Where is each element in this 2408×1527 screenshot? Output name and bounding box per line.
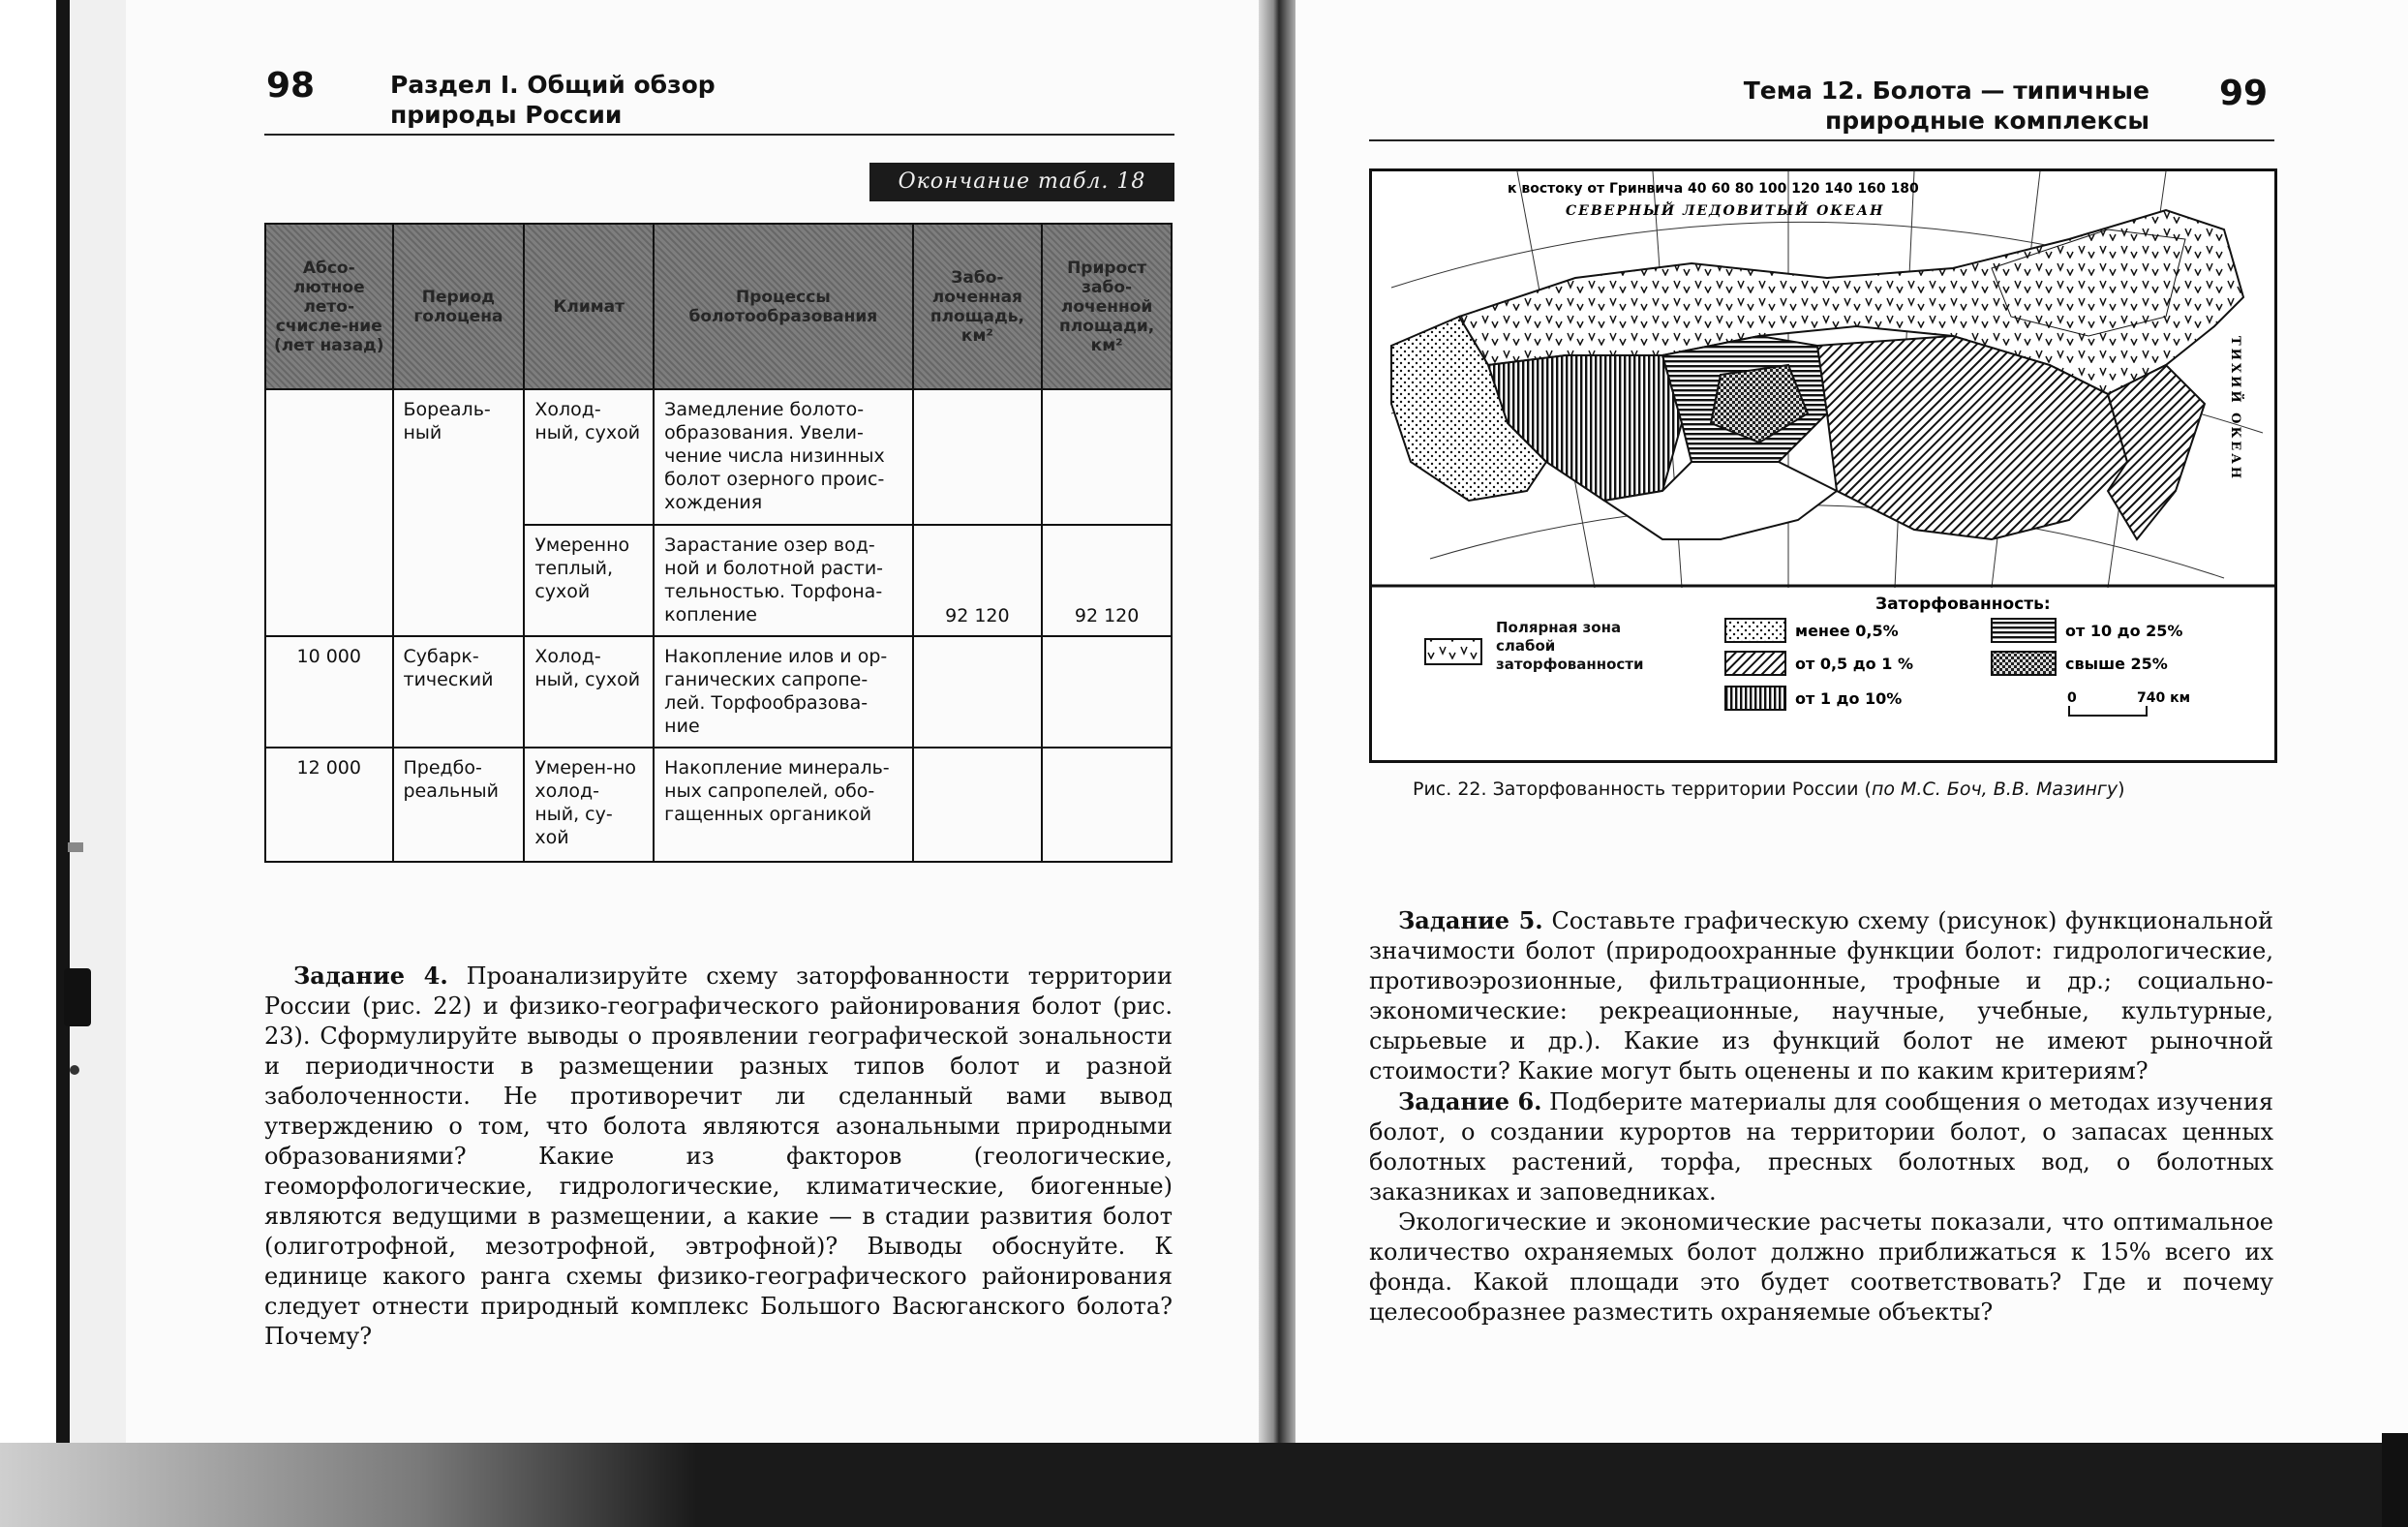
table-cell-period: Субарк-тический <box>393 636 525 748</box>
scan-page-edge <box>70 0 128 1443</box>
table-cell-age: 12 000 <box>265 748 393 862</box>
task-4-paragraph <box>264 961 1173 1352</box>
legend-title: Заторфованность: <box>1875 595 2051 614</box>
peat-map <box>1372 171 2274 760</box>
task-5-text: Составьте графическую схему (рисунок) функциональной значимости болот (природоохранные функции болот: гидрологические, противоэрозионные, фильтрационные, трофные и др.; социально-экономические: рекреационные, научные, учебные, культурные, сырьевые и др.). Какие из функций болот не имеют рыночной стоимости? Какие могут быть оценены и по каким критериям? <box>1369 907 2273 1084</box>
map-ocean-label: СЕВЕРНЫЙ ЛЕДОВИТЫЙ ОКЕАН <box>1566 203 1885 219</box>
legend-swatch-2 <box>1725 652 1785 675</box>
figure-caption <box>1413 779 2125 800</box>
table-cell-process: Замедление болото-образования. Увели-чение числа низинных болот озерного проис-хождения <box>654 389 912 525</box>
table-cell-climate: Холод-ный, сухой <box>524 389 654 525</box>
table-cell-growth: 92 120 <box>1042 525 1172 636</box>
scale-start: 0 <box>2067 690 2077 706</box>
table-cell-process: Зарастание озер вод-ной и болотной расти-тельностью. Торфона-копление <box>654 525 912 636</box>
table-header-cell: Забо-лоченная площадь, км² <box>913 224 1043 389</box>
task-5-paragraph <box>1369 905 2273 1086</box>
legend-item-3: от 1 до 10% <box>1795 689 1903 708</box>
legend-swatch-1 <box>1725 619 1785 642</box>
running-head-line: природные комплексы <box>1825 107 2149 135</box>
caption-prefix: Рис. 22. Заторфованность территории России ( <box>1413 779 1872 800</box>
legend-swatch-polar <box>1425 639 1481 664</box>
legend-swatch-3 <box>1725 687 1785 710</box>
table-row <box>265 636 1172 748</box>
table-header-cell: Прирост забо-лоченной площади, км² <box>1042 224 1172 389</box>
table-cell-climate: Умерен-но холод-ный, су-хой <box>524 748 654 862</box>
table-cell-period: Бореаль-ный <box>393 389 525 636</box>
running-head-line: Раздел I. Общий обзор <box>390 71 716 99</box>
peat-map-figure <box>1369 168 2277 763</box>
table-header-cell: Процессы болотообразования <box>654 224 912 389</box>
table-cell-area: 92 120 <box>913 525 1043 636</box>
right-body-text <box>1369 905 2273 1328</box>
page-number-left: 98 <box>266 66 316 106</box>
table-cell-growth <box>1042 636 1172 748</box>
legend-swatch-5 <box>1992 652 2056 675</box>
scale-end: 740 км <box>2137 690 2191 706</box>
table-cell-growth <box>1042 748 1172 862</box>
scan-dark-edge <box>56 0 70 1452</box>
table-cell-process: Накопление минераль-ных сапропелей, обо-гащенных органикой <box>654 748 912 862</box>
table-header-cell: Абсо-лютное лето-счисле-ние (лет назад) <box>265 224 393 389</box>
scan-mark <box>70 1065 79 1075</box>
final-paragraph: Экологические и экономические расчеты показали, что оптимальное количество охраняемых болот должно приближаться к 15% всего их фонда. Какой площади это будет соответствовать? Где и почему целесообразнее разместить охраняемые объекты? <box>1369 1208 2273 1326</box>
table-row <box>265 748 1172 862</box>
task-6-paragraph <box>1369 1086 2273 1207</box>
scale-bar <box>2069 706 2147 716</box>
scan-mark <box>68 842 83 852</box>
task-4-label: Задание 4. <box>293 962 448 990</box>
running-head-line: Тема 12. Болота — типичные <box>1743 76 2149 105</box>
page-number-right: 99 <box>2219 74 2269 113</box>
table-cell-period: Предбо-реальный <box>393 748 525 862</box>
table-header-row <box>265 224 1172 389</box>
table-header-cell: Климат <box>524 224 654 389</box>
table-cell-age <box>265 389 393 636</box>
task-4-text: Проанализируйте схему заторфованности территории России (рис. 22) и физико-географического районирования болот (рис. 23). Сформулируйте выводы о проявлении географической зональности и периодичности в размещении разных типов болот и разной заболоченности. Не противоречит ли сделанный вами вывод утверждению о том, что болота являются азональными природными образованиями? Какие из факторов (геологические, геоморфологические, гидрологические, климатические, биогенные) являются ведущими в размещении, а какие — в стадии развития болот (олиготрофной, мезотрофной, эвтрофной)? Выводы обоснуйте. К единице какого ранга схемы физико-географического районирования следует отнести природный комплекс Большого Васюганского болота? Почему? <box>264 962 1174 1350</box>
legend-item-5: свыше 25% <box>2065 655 2168 673</box>
holocene-table <box>264 223 1173 863</box>
running-head-line: природы России <box>390 101 623 129</box>
caption-suffix: ) <box>2118 779 2125 800</box>
table-cell-area <box>913 389 1043 525</box>
legend-swatch-4 <box>1992 619 2056 642</box>
running-head-left <box>390 70 716 130</box>
table-cell-climate: Холод-ный, сухой <box>524 636 654 748</box>
legend-polar-label: Полярная зона слабой заторфованности <box>1496 619 1644 673</box>
table-cell-area <box>913 636 1043 748</box>
map-pacific-label: ТИХИЙ ОКЕАН <box>2228 336 2242 482</box>
scan-left-margin <box>0 0 56 1527</box>
header-rule <box>264 134 1174 136</box>
scan-right-corner <box>2382 1433 2408 1527</box>
table-cell-area <box>913 748 1043 862</box>
header-rule <box>1369 139 2274 141</box>
scan-mark <box>64 968 91 1026</box>
table-cell-age: 10 000 <box>265 636 393 748</box>
table-header-cell: Период голоцена <box>393 224 525 389</box>
running-head-right <box>1743 76 2149 136</box>
table-cell-climate: Умеренно теплый, сухой <box>524 525 654 636</box>
caption-authors: по М.С. Боч, В.В. Мазингу <box>1871 779 2118 800</box>
legend-item-1: менее 0,5% <box>1795 622 1899 640</box>
table-row <box>265 389 1172 525</box>
task-6-text: Подберите материалы для сообщения о методах изучения болот, о создании курортов на территории болот, о запасах ценных болотных растений, торфа, пресных болотных вод, о болотных заказниках и заповедниках. <box>1369 1088 2273 1206</box>
map-longitude-label: к востоку от Гринвича 40 60 80 100 120 140 160 180 <box>1508 181 1919 197</box>
legend-item-2: от 0,5 до 1 % <box>1795 655 1913 673</box>
task-6-label: Задание 6. <box>1398 1087 1542 1115</box>
table-continuation-label: Окончание табл. 18 <box>869 163 1174 201</box>
legend-item-4: от 10 до 25% <box>2065 622 2183 640</box>
task-5-label: Задание 5. <box>1398 906 1543 934</box>
scan-bottom-edge-fade <box>0 1443 697 1527</box>
table-cell-growth <box>1042 389 1172 525</box>
table-cell-process: Накопление илов и ор-ганических сапропе-лей. Торфообразова-ние <box>654 636 912 748</box>
book-spine <box>1259 0 1295 1527</box>
